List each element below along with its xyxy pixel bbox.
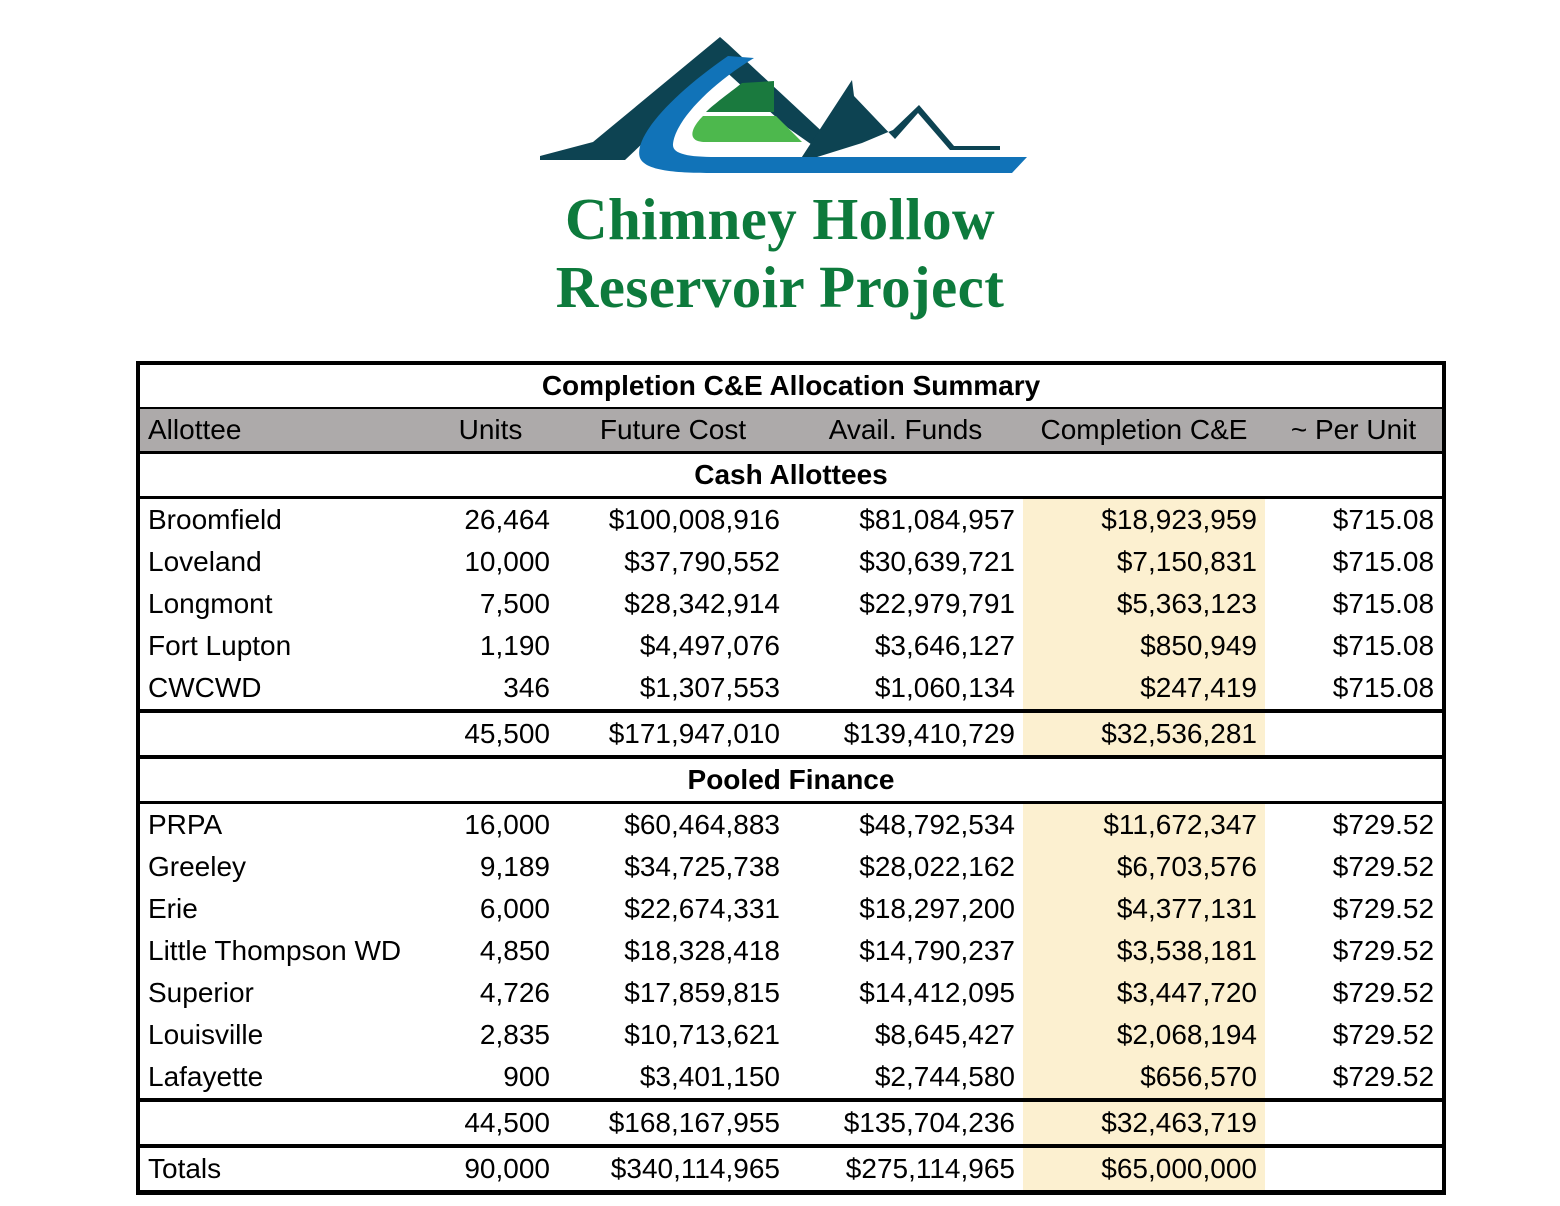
- table-row: [138, 930, 1444, 972]
- cell-avail-funds: $22,979,791: [859, 588, 1015, 619]
- wordmark-line-2: Reservoir Project: [555, 254, 1005, 321]
- cell-per-unit: $715.08: [1332, 504, 1435, 535]
- cell-avail-funds: $30,639,721: [859, 546, 1015, 577]
- column-header-row: [138, 408, 1444, 453]
- cell-per-unit: $715.08: [1332, 546, 1435, 577]
- completion-ce-allocation-table: [136, 361, 1446, 1195]
- section-subtotal-row: [138, 1100, 1444, 1146]
- cell-allottee: Louisville: [148, 1019, 264, 1050]
- cell-units: 4,850: [479, 935, 550, 966]
- cell-completion-ce: $18,923,959: [1023, 498, 1265, 542]
- cell-avail-funds: $2,744,580: [874, 1061, 1015, 1092]
- table-row: [138, 972, 1444, 1014]
- cell-allottee: Fort Lupton: [148, 630, 292, 661]
- project-logo-block: [0, 0, 1560, 322]
- cell-future-cost: $1,307,553: [639, 672, 780, 703]
- cell-allottee: Lafayette: [148, 1061, 264, 1092]
- section-subtotal-row: [138, 711, 1444, 757]
- cell-future-cost: $18,328,418: [624, 935, 780, 966]
- cell-future-cost: $60,464,883: [624, 809, 780, 840]
- cell-avail-funds: $81,084,957: [859, 504, 1015, 535]
- cell-allottee: Erie: [148, 893, 198, 924]
- cell-units: 4,726: [479, 977, 550, 1008]
- cell-units: 2,835: [479, 1019, 550, 1050]
- cell-allottee: Greeley: [148, 851, 247, 882]
- cell-units: 1,190: [479, 630, 550, 661]
- totals-future-cost: $340,114,965: [558, 1146, 788, 1193]
- cell-future-cost: $3,401,150: [639, 1061, 780, 1092]
- table-row: [138, 541, 1444, 583]
- cell-allottee: Broomfield: [148, 504, 282, 535]
- cell-completion-ce: $11,672,347: [1023, 803, 1265, 847]
- cell-completion-ce: $3,447,720: [1023, 972, 1265, 1014]
- cell-avail-funds: $1,060,134: [874, 672, 1015, 703]
- cell-per-unit: $715.08: [1332, 588, 1435, 619]
- subtotal-per-unit: [1265, 1100, 1444, 1146]
- cell-future-cost: $37,790,552: [624, 546, 780, 577]
- subtotal-future-cost: $171,947,010: [558, 711, 788, 757]
- cell-units: 26,464: [464, 504, 550, 535]
- section-header-row: [138, 757, 1444, 803]
- subtotal-future-cost: $168,167,955: [558, 1100, 788, 1146]
- cell-avail-funds: $18,297,200: [859, 893, 1015, 924]
- section-header-row: [138, 453, 1444, 498]
- cell-future-cost: $10,713,621: [624, 1019, 780, 1050]
- column-header-units[interactable]: Units: [423, 408, 558, 453]
- table-row: [138, 888, 1444, 930]
- cell-allottee: PRPA: [148, 809, 223, 840]
- cell-future-cost: $22,674,331: [624, 893, 780, 924]
- section-label: Pooled Finance: [138, 757, 1444, 803]
- table-row: [138, 667, 1444, 711]
- cell-completion-ce: $5,363,123: [1023, 583, 1265, 625]
- totals-avail-funds: $275,114,965: [788, 1146, 1023, 1193]
- cell-allottee: Superior: [148, 977, 254, 1008]
- subtotal-avail-funds: $139,410,729: [788, 711, 1023, 757]
- cell-completion-ce: $656,570: [1023, 1056, 1265, 1100]
- subtotal-avail-funds: $135,704,236: [788, 1100, 1023, 1146]
- cell-units: 9,189: [479, 851, 550, 882]
- cell-avail-funds: $14,790,237: [859, 935, 1015, 966]
- cell-allottee: CWCWD: [148, 672, 262, 703]
- totals-per-unit: [1265, 1146, 1444, 1193]
- wordmark-line-1: Chimney Hollow: [564, 186, 996, 252]
- cell-future-cost: $17,859,815: [624, 977, 780, 1008]
- cell-completion-ce: $7,150,831: [1023, 541, 1265, 583]
- table-row: [138, 625, 1444, 667]
- cell-units: 10,000: [464, 546, 550, 577]
- cell-units: 7,500: [479, 588, 550, 619]
- cell-future-cost: $34,725,738: [624, 851, 780, 882]
- cell-units: 346: [503, 672, 550, 703]
- table-title-row: [138, 363, 1444, 408]
- table-row: [138, 1014, 1444, 1056]
- subtotal-units: 45,500: [423, 711, 558, 757]
- cell-avail-funds: $8,645,427: [874, 1019, 1015, 1050]
- cell-completion-ce: $850,949: [1023, 625, 1265, 667]
- cell-allottee: Longmont: [148, 588, 273, 619]
- cell-per-unit: $729.52: [1332, 1061, 1435, 1092]
- cell-future-cost: $100,008,916: [608, 504, 780, 535]
- cell-per-unit: $715.08: [1332, 630, 1435, 661]
- column-header-completion-ce[interactable]: Completion C&E: [1023, 408, 1265, 453]
- column-header-avail-funds[interactable]: Avail. Funds: [788, 408, 1023, 453]
- subtotal-allottee: [138, 1100, 423, 1146]
- cell-future-cost: $28,342,914: [624, 588, 780, 619]
- cell-per-unit: $729.52: [1332, 893, 1435, 924]
- cell-completion-ce: $247,419: [1023, 667, 1265, 711]
- column-header-allottee[interactable]: Allottee: [138, 408, 423, 453]
- subtotal-completion-ce: $32,536,281: [1023, 711, 1265, 757]
- cell-completion-ce: $4,377,131: [1023, 888, 1265, 930]
- cell-allottee: Little Thompson WD: [148, 935, 402, 966]
- project-wordmark: [556, 185, 1005, 322]
- cell-units: 6,000: [479, 893, 550, 924]
- totals-completion-ce: $65,000,000: [1023, 1146, 1265, 1193]
- cell-per-unit: $729.52: [1332, 809, 1435, 840]
- cell-future-cost: $4,497,076: [639, 630, 780, 661]
- cell-per-unit: $715.08: [1332, 672, 1435, 703]
- table-row: [138, 846, 1444, 888]
- column-header-per-unit[interactable]: ~ Per Unit: [1265, 408, 1444, 453]
- allocation-table-container: [136, 361, 1442, 1195]
- section-label: Cash Allottees: [138, 453, 1444, 498]
- cell-completion-ce: $3,538,181: [1023, 930, 1265, 972]
- table-row: [138, 803, 1444, 847]
- cell-completion-ce: $2,068,194: [1023, 1014, 1265, 1056]
- totals-allottee: Totals: [138, 1146, 423, 1193]
- cell-units: 900: [503, 1061, 550, 1092]
- subtotal-per-unit: [1265, 711, 1444, 757]
- cell-avail-funds: $48,792,534: [859, 809, 1015, 840]
- table-title: Completion C&E Allocation Summary: [138, 363, 1444, 408]
- cell-avail-funds: $28,022,162: [859, 851, 1015, 882]
- table-row: [138, 583, 1444, 625]
- cell-avail-funds: $3,646,127: [874, 630, 1015, 661]
- cell-per-unit: $729.52: [1332, 851, 1435, 882]
- totals-units: 90,000: [423, 1146, 558, 1193]
- cell-completion-ce: $6,703,576: [1023, 846, 1265, 888]
- cell-per-unit: $729.52: [1332, 1019, 1435, 1050]
- subtotal-completion-ce: $32,463,719: [1023, 1100, 1265, 1146]
- subtotal-units: 44,500: [423, 1100, 558, 1146]
- subtotal-allottee: [138, 711, 423, 757]
- cell-units: 16,000: [464, 809, 550, 840]
- chimney-hollow-mountain-logo-icon: [530, 34, 1030, 179]
- cell-per-unit: $729.52: [1332, 935, 1435, 966]
- cell-allottee: Loveland: [148, 546, 262, 577]
- table-row: [138, 498, 1444, 542]
- grand-totals-row: [138, 1146, 1444, 1193]
- cell-avail-funds: $14,412,095: [859, 977, 1015, 1008]
- column-header-future-cost[interactable]: Future Cost: [558, 408, 788, 453]
- table-row: [138, 1056, 1444, 1100]
- cell-per-unit: $729.52: [1332, 977, 1435, 1008]
